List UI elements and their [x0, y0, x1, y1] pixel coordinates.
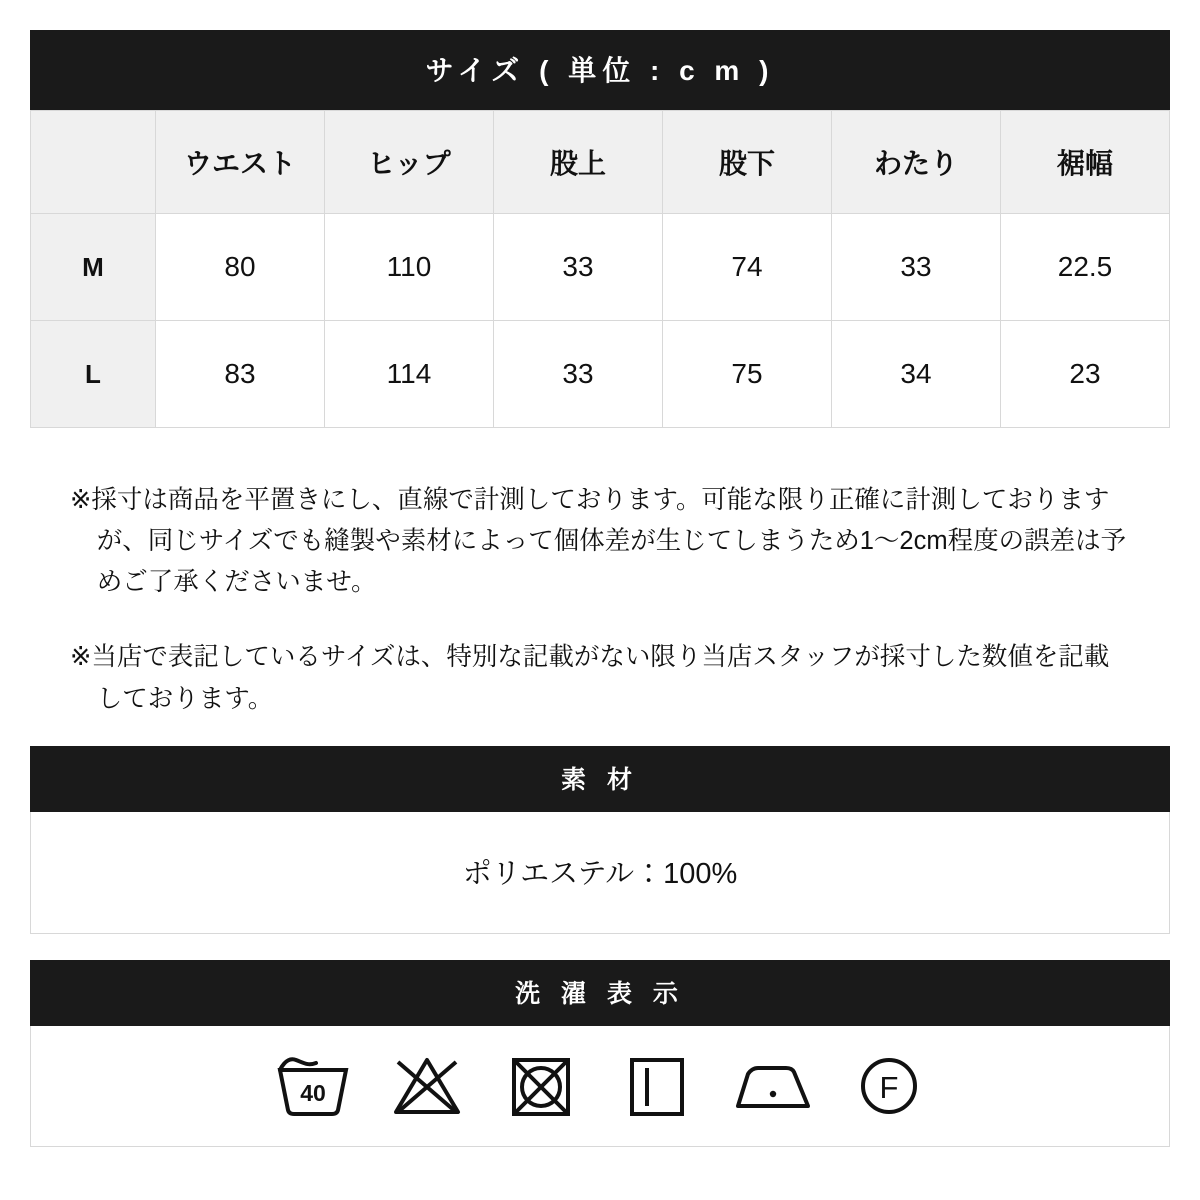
- material-value: ポリエステル：100%: [30, 812, 1170, 934]
- column-header-thigh: わたり: [832, 111, 1001, 214]
- column-header-hem: 裾幅: [1001, 111, 1170, 214]
- measurement-notes: [30, 428, 1170, 720]
- cell-m-waist: 80: [156, 214, 325, 321]
- size-table-head: [31, 111, 1170, 214]
- note-staff-measured: ※当店で表記しているサイズは、特別な記載がない限り当店スタッフが採寸した数値を記載しております。: [70, 643, 1110, 713]
- dry-clean-letter-label: F: [879, 1069, 899, 1105]
- wash-40-icon: [274, 1052, 352, 1118]
- column-header-rise: 股上: [494, 111, 663, 214]
- wash-temperature-label: 40: [300, 1079, 326, 1106]
- table-row: [31, 321, 1170, 428]
- cell-l-hip: 114: [325, 321, 494, 428]
- table-header-row: [31, 111, 1170, 214]
- material-section: [30, 746, 1170, 934]
- column-header-inseam: 股下: [663, 111, 832, 214]
- wash-symbol-list: [31, 1052, 1169, 1118]
- cell-m-hem: 22.5: [1001, 214, 1170, 321]
- cell-m-hip: 110: [325, 214, 494, 321]
- wash-section: [30, 960, 1170, 1147]
- size-table: [30, 110, 1170, 428]
- no-tumble-dry-icon: [502, 1052, 580, 1118]
- column-header-hip: ヒップ: [325, 111, 494, 214]
- cell-l-hem: 23: [1001, 321, 1170, 428]
- column-header-waist: ウエスト: [156, 111, 325, 214]
- cell-m-rise: 33: [494, 214, 663, 321]
- no-bleach-icon: [388, 1052, 466, 1118]
- cell-l-waist: 83: [156, 321, 325, 428]
- cell-l-inseam: 75: [663, 321, 832, 428]
- note-measurement-tolerance: ※採寸は商品を平置きにし、直線で計測しております。可能な限り正確に計測しておりますが、同じサイズでも縫製や素材によって個体差が生じてしまうため1〜2cm程度の誤差は予めご了承くださいませ。: [70, 485, 1127, 597]
- cell-m-inseam: 74: [663, 214, 832, 321]
- cell-m-thigh: 33: [832, 214, 1001, 321]
- row-label-l: L: [31, 321, 156, 428]
- cell-l-thigh: 34: [832, 321, 1001, 428]
- dry-clean-f-icon: [852, 1052, 926, 1118]
- wash-section-title: 洗 濯 表 示: [30, 960, 1170, 1026]
- wash-symbols-body: [30, 1026, 1170, 1147]
- size-table-body: [31, 214, 1170, 428]
- table-row: [31, 214, 1170, 321]
- cell-l-rise: 33: [494, 321, 663, 428]
- material-section-title: 素 材: [30, 746, 1170, 812]
- iron-low-icon: [730, 1052, 816, 1118]
- drip-dry-hang-icon: [616, 1052, 694, 1118]
- size-table-title: サイズ ( 単位 : c m ): [30, 30, 1170, 110]
- row-label-m: M: [31, 214, 156, 321]
- table-corner-cell: [31, 111, 156, 214]
